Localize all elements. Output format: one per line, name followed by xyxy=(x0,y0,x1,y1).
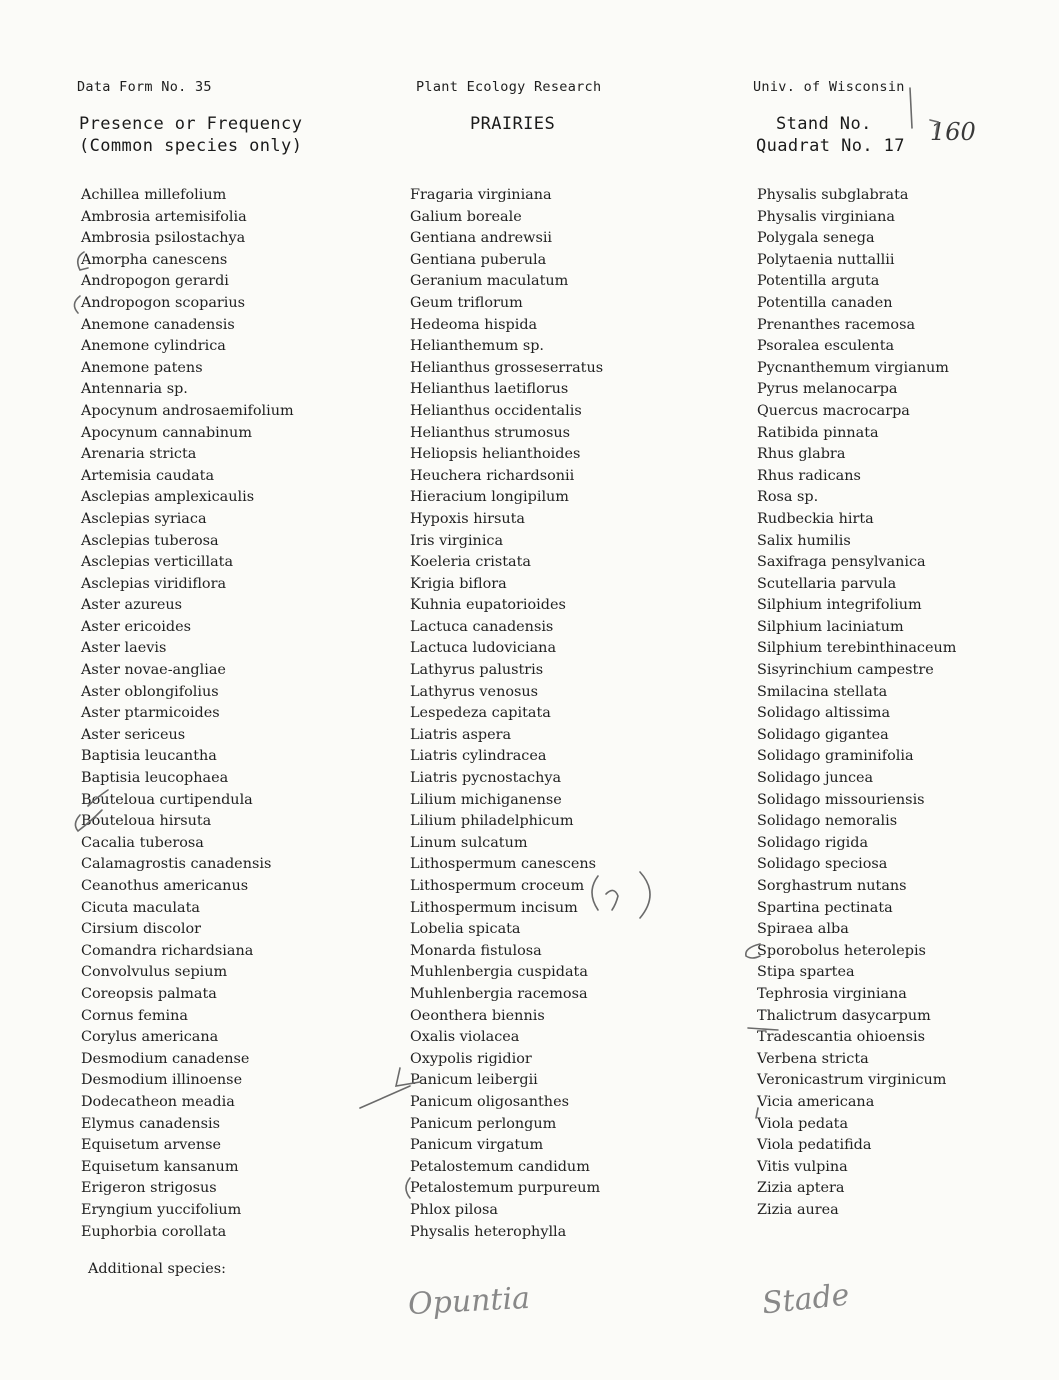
species-item: Geum triflorum xyxy=(410,294,523,311)
species-item: Hypoxis hirsuta xyxy=(410,510,525,527)
species-item: Apocynum androsaemifolium xyxy=(81,402,294,419)
check-mark-andropogon xyxy=(74,296,80,313)
species-item: Asclepias tuberosa xyxy=(81,532,219,549)
species-item: Pyrus melanocarpa xyxy=(757,381,898,398)
species-item: Vitis vulpina xyxy=(757,1158,848,1175)
species-item: Salix humilis xyxy=(757,532,851,549)
presence-heading: Presence or Frequency xyxy=(79,114,303,134)
check-mark-tradescantia xyxy=(748,1028,778,1030)
species-item: Helianthus strumosus xyxy=(410,424,571,441)
species-item: Fragaria virginiana xyxy=(410,187,552,203)
species-item: Ceanothus americanus xyxy=(81,878,249,894)
university: Univ. of Wisconsin xyxy=(753,79,905,95)
species-item: Cacalia tuberosa xyxy=(81,834,204,851)
species-item: Sporobolus heterolepis xyxy=(757,942,926,959)
check-mark-petalostemum xyxy=(406,1178,410,1198)
species-item: Lespedeza capitata xyxy=(410,705,551,722)
species-item: Hieracium longipilum xyxy=(410,489,569,506)
species-item: Solidago speciosa xyxy=(757,856,888,873)
species-item: Smilacina stellata xyxy=(757,683,888,700)
species-item: Aster ericoides xyxy=(81,618,191,635)
species-item: Viola pedatifida xyxy=(757,1137,872,1154)
species-item: Lithospermum croceum xyxy=(410,878,585,894)
species-item: Spartina pectinata xyxy=(757,899,893,916)
species-item: Solidago graminifolia xyxy=(757,748,914,765)
species-item: Cirsium discolor xyxy=(81,921,202,938)
species-item: Viola pedata xyxy=(757,1115,849,1132)
species-item: Tephrosia virginiana xyxy=(757,985,907,1002)
species-item: Convolvulus sepium xyxy=(81,964,228,981)
species-item: Physalis virginiana xyxy=(757,208,895,225)
species-item: Ratibida pinnata xyxy=(757,424,879,441)
species-item: Lactuca canadensis xyxy=(410,618,554,635)
species-item: Sisyrinchium campestre xyxy=(757,662,934,679)
species-item: Andropogon scoparius xyxy=(81,294,246,311)
paren-lithospermum xyxy=(592,876,598,910)
species-item: Artemisia caudata xyxy=(81,467,215,484)
species-item: Verbena stricta xyxy=(757,1050,869,1067)
species-item: Panicum perlongum xyxy=(410,1115,557,1132)
species-item: Panicum virgatum xyxy=(410,1137,544,1154)
species-item: Physalis subglabrata xyxy=(757,187,909,203)
species-item: Comandra richardsiana xyxy=(81,942,254,959)
species-item: Rhus radicans xyxy=(757,467,861,484)
stand-label: Stand No. xyxy=(776,114,872,134)
species-item: Aster novae-angliae xyxy=(81,662,226,679)
species-item: Lathyrus palustris xyxy=(410,662,544,679)
species-item: Vicia americana xyxy=(757,1093,875,1110)
species-item: Euphorbia corollata xyxy=(81,1223,227,1240)
species-item: Bouteloua hirsuta xyxy=(81,813,212,830)
species-item: Coreopsis palmata xyxy=(81,985,217,1002)
species-item: Potentilla arguta xyxy=(757,273,880,290)
species-item: Equisetum kansanum xyxy=(81,1158,239,1175)
species-item: Lactuca ludoviciana xyxy=(410,640,557,657)
species-item: Solidago altissima xyxy=(757,705,891,722)
species-item: Silphium laciniatum xyxy=(757,618,904,635)
species-item: Lilium michiganense xyxy=(410,791,562,808)
species-item: Aster laevis xyxy=(81,640,167,657)
species-item: Linum sulcatum xyxy=(410,834,528,851)
organization: Plant Ecology Research xyxy=(416,79,602,95)
species-item: Iris virginica xyxy=(410,532,504,549)
species-item: Silphium integrifolium xyxy=(757,597,922,614)
check-mark-panicum-leibergii xyxy=(396,1068,420,1086)
species-item: Equisetum arvense xyxy=(81,1137,222,1154)
species-item: Scutellaria parvula xyxy=(757,575,897,592)
species-item: Anemone canadensis xyxy=(81,316,235,333)
species-item: Helianthemum sp. xyxy=(410,338,544,355)
species-item: Rhus glabra xyxy=(757,446,846,463)
species-item: Solidago juncea xyxy=(757,770,874,787)
handwritten-note-stade: Stade xyxy=(760,1277,852,1322)
check-mark-bouteloua-hirsuta xyxy=(75,810,102,831)
species-item: Heliopsis helianthoides xyxy=(410,446,581,463)
species-item: Panicum leibergii xyxy=(410,1072,538,1089)
species-item: Baptisia leucantha xyxy=(81,748,217,765)
check-mark-sporobolus xyxy=(746,944,760,958)
species-item: Muhlenbergia cuspidata xyxy=(410,964,588,981)
form-number: Data Form No. 35 xyxy=(77,79,212,95)
species-item: Lilium philadelphicum xyxy=(410,813,574,830)
species-item: Krigia biflora xyxy=(410,575,507,592)
species-item: Rosa sp. xyxy=(757,489,819,506)
species-item: Quercus macrocarpa xyxy=(757,402,910,419)
species-item: Apocynum cannabinum xyxy=(81,424,252,441)
species-item: Potentilla canaden xyxy=(757,294,893,311)
additional-species-label: Additional species: xyxy=(88,1261,227,1277)
stand-number-handwritten: 160 xyxy=(930,118,976,146)
species-item: Thalictrum dasycarpum xyxy=(757,1007,931,1024)
species-item: Andropogon gerardi xyxy=(81,273,229,290)
species-item: Prenanthes racemosa xyxy=(757,316,916,333)
stroke-university xyxy=(910,88,912,128)
species-item: Desmodium canadense xyxy=(81,1050,250,1067)
species-item: Ambrosia artemisifolia xyxy=(81,208,247,225)
check-mark-amorpha xyxy=(78,252,88,270)
species-item: Solidago nemoralis xyxy=(757,813,898,830)
species-item: Stipa spartea xyxy=(757,964,855,981)
species-item: Phlox pilosa xyxy=(410,1201,498,1218)
species-item: Aster oblongifolius xyxy=(81,683,219,700)
quadrat-label: Quadrat No. 17 xyxy=(756,136,905,156)
species-item: Lithospermum canescens xyxy=(410,856,597,873)
paren-lithospermum-close xyxy=(640,872,650,918)
handwritten-note-opuntia: Opuntia xyxy=(407,1280,531,1323)
check-mark-panicum-stroke xyxy=(360,1086,410,1108)
species-item: Solidago missouriensis xyxy=(757,791,925,808)
species-item: Baptisia leucophaea xyxy=(81,770,229,787)
species-item: Zizia aurea xyxy=(757,1201,839,1218)
common-species-note: (Common species only) xyxy=(79,136,303,156)
species-item: Desmodium illinoense xyxy=(81,1072,243,1089)
species-item: Helianthus occidentalis xyxy=(410,402,582,419)
species-item: Dodecatheon meadia xyxy=(81,1093,235,1110)
species-item: Geranium maculatum xyxy=(410,273,569,290)
species-item: Gentiana andrewsii xyxy=(410,230,553,247)
species-item: Lobelia spicata xyxy=(410,921,521,938)
species-item: Cornus femina xyxy=(81,1007,188,1024)
species-item: Liatris cylindracea xyxy=(410,748,547,765)
species-item: Rudbeckia hirta xyxy=(757,510,874,527)
species-item: Pycnanthemum virgianum xyxy=(757,359,949,376)
species-item: Aster azureus xyxy=(81,597,183,614)
species-item: Asclepias viridiflora xyxy=(81,575,227,592)
species-item: Helianthus laetiflorus xyxy=(410,381,569,398)
species-item: Antennaria sp. xyxy=(81,381,188,398)
species-item: Asclepias syriaca xyxy=(81,510,207,527)
species-item: Polygala senega xyxy=(757,230,875,247)
species-item: Zizia aptera xyxy=(757,1180,845,1197)
species-item: Asclepias amplexicaulis xyxy=(81,489,255,506)
species-item: Saxifraga pensylvanica xyxy=(757,554,926,571)
species-item: Sorghastrum nutans xyxy=(757,878,907,894)
species-item: Galium boreale xyxy=(410,208,522,225)
species-item: Oxypolis rigidior xyxy=(410,1050,532,1067)
species-item: Asclepias verticillata xyxy=(81,554,234,571)
species-item: Hedeoma hispida xyxy=(410,316,538,333)
species-item: Petalostemum purpureum xyxy=(410,1180,601,1197)
species-item: Elymus canadensis xyxy=(81,1115,220,1132)
species-item: Eryngium yuccifolium xyxy=(81,1201,242,1218)
species-item: Cicuta maculata xyxy=(81,899,200,916)
species-item: Arenaria stricta xyxy=(81,446,197,463)
species-item: Monarda fistulosa xyxy=(410,942,542,959)
species-item: Helianthus grosseserratus xyxy=(410,359,604,376)
species-item: Lithospermum incisum xyxy=(410,899,578,916)
tick-stand-number xyxy=(930,120,938,134)
species-item: Panicum oligosanthes xyxy=(410,1093,569,1110)
species-item: Physalis heterophylla xyxy=(410,1223,567,1240)
species-item: Corylus americana xyxy=(81,1029,219,1046)
species-item: Achillea millefolium xyxy=(81,187,227,203)
species-item: Solidago gigantea xyxy=(757,726,889,743)
category-title: PRAIRIES xyxy=(470,114,556,134)
species-item: Polytaenia nuttallii xyxy=(757,251,895,268)
species-item: Anemone patens xyxy=(81,359,203,376)
tick-viola-pedata xyxy=(756,1108,758,1118)
species-item: Liatris pycnostachya xyxy=(410,770,562,787)
species-item: Muhlenbergia racemosa xyxy=(410,985,588,1002)
species-item: Erigeron strigosus xyxy=(81,1180,217,1197)
species-item: Veronicastrum virginicum xyxy=(757,1072,947,1089)
species-item: Oxalis violacea xyxy=(410,1029,520,1046)
check-mark-bouteloua-curtipendula xyxy=(88,790,108,806)
species-item: Ambrosia psilostachya xyxy=(81,230,246,247)
species-item: Silphium terebinthinaceum xyxy=(757,640,957,657)
species-item: Liatris aspera xyxy=(410,726,512,743)
species-item: Bouteloua curtipendula xyxy=(81,791,253,808)
species-item: Amorpha canescens xyxy=(81,251,228,268)
query-mark-lithospermum xyxy=(606,890,618,910)
species-item: Tradescantia ohioensis xyxy=(757,1029,925,1046)
species-item: Calamagrostis canadensis xyxy=(81,856,272,873)
species-item: Kuhnia eupatorioides xyxy=(410,597,566,614)
species-item: Psoralea esculenta xyxy=(757,338,895,355)
species-item: Anemone cylindrica xyxy=(81,338,226,355)
species-item: Oeonthera biennis xyxy=(410,1007,545,1024)
species-item: Heuchera richardsonii xyxy=(410,467,575,484)
species-item: Aster ptarmicoides xyxy=(81,705,220,722)
species-item: Gentiana puberula xyxy=(410,251,547,268)
species-item: Koeleria cristata xyxy=(410,554,531,571)
species-item: Solidago rigida xyxy=(757,834,869,851)
species-item: Spiraea alba xyxy=(757,921,849,938)
species-item: Petalostemum candidum xyxy=(410,1158,590,1175)
species-item: Lathyrus venosus xyxy=(410,683,539,700)
species-item: Aster sericeus xyxy=(81,726,186,743)
